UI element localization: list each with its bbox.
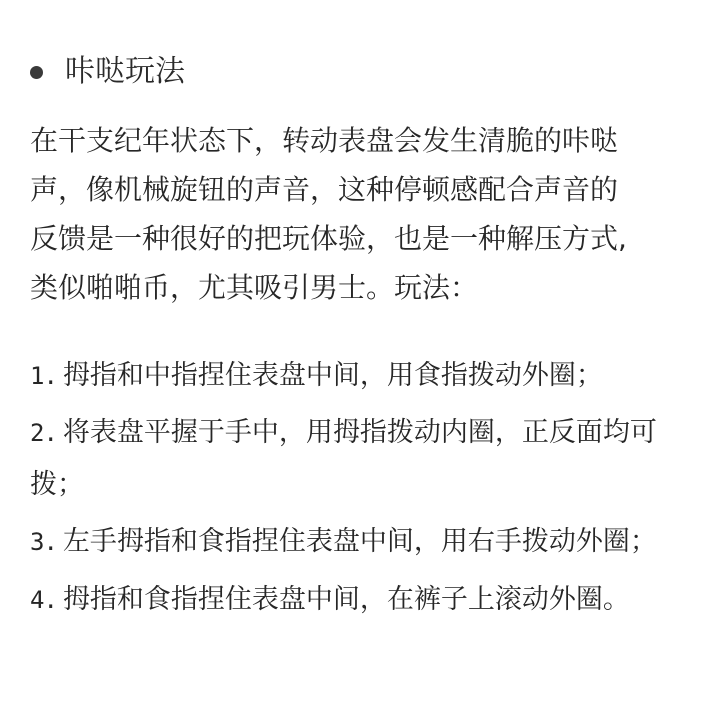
intro-line: 反馈是一种很好的把玩体验，也是一种解压方式,: [30, 222, 627, 255]
section-header: [30, 50, 185, 94]
step-item: [30, 516, 700, 568]
step-line: [30, 350, 700, 402]
step-text-continued: 拨；: [30, 469, 84, 500]
step-number: 1.: [30, 362, 57, 390]
step-text: 拇指和食指捏住表盘中间，在裤子上滚动外圈。: [62, 584, 630, 615]
step-line: [30, 459, 700, 511]
step-line: [30, 407, 700, 459]
step-item: [30, 350, 700, 402]
step-text: 左手拇指和食指捏住表盘中间，用右手拨动外圈；: [62, 526, 657, 557]
step-text: 将表盘平握于手中，用拇指拨动内圈，正反面均可: [62, 417, 657, 448]
intro-line: 类似啪啪币，尤其吸引男士。玩法：: [30, 271, 479, 304]
step-item: [30, 407, 700, 511]
section-title: 咔哒玩法: [65, 54, 185, 89]
bullet-icon: [30, 66, 43, 79]
step-line: [30, 574, 700, 626]
intro-line: 声，像机械旋钮的声音，这种停顿感配合声音的: [30, 173, 619, 206]
intro-paragraph: [30, 116, 700, 312]
intro-line: 在干支纪年状态下，转动表盘会发生清脆的咔哒: [30, 124, 619, 157]
step-number: 4.: [30, 586, 57, 614]
step-number: 3.: [30, 528, 57, 556]
step-number: 2.: [30, 419, 57, 447]
step-line: [30, 516, 700, 568]
step-text: 拇指和中指捏住表盘中间，用食指拨动外圈；: [62, 360, 603, 391]
step-item: [30, 574, 700, 626]
